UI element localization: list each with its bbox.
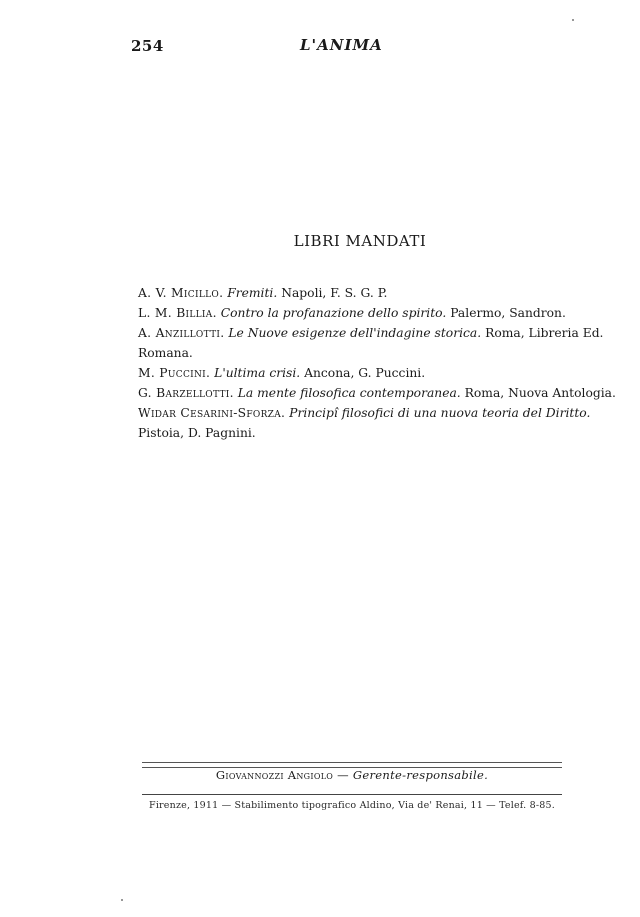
section-title: LIBRI MANDATI bbox=[293, 232, 427, 250]
book-publisher: Ancona, G. Puccini. bbox=[304, 366, 426, 380]
book-entry bbox=[138, 283, 558, 303]
responsible-dash: — bbox=[337, 768, 349, 782]
book-author: G. Barzellotti. bbox=[138, 386, 234, 400]
book-publisher: Roma, Libreria Ed. bbox=[485, 326, 604, 340]
book-entry bbox=[138, 323, 604, 363]
book-publisher-continued: Romana. bbox=[138, 346, 193, 360]
book-title: Contro la profanazione dello spirito. bbox=[220, 306, 447, 320]
book-publisher: Napoli, F. S. G. P. bbox=[281, 286, 388, 300]
book-publisher: Roma, Nuova Antologia. bbox=[464, 386, 616, 400]
book-publisher: Palermo, Sandron. bbox=[450, 306, 566, 320]
book-author: Widar Cesarini-Sforza. bbox=[138, 406, 286, 420]
book-publisher-continued: Pistoia, D. Pagnini. bbox=[138, 426, 256, 440]
book-title: Fremiti. bbox=[227, 286, 278, 300]
page-number: 254 bbox=[131, 37, 164, 55]
paper-speck bbox=[121, 899, 123, 901]
book-title: Le Nuove esigenze dell'indagine storica. bbox=[228, 326, 482, 340]
responsible-name: Giovannozzi Angiolo bbox=[215, 768, 334, 782]
book-entry bbox=[138, 363, 558, 383]
printer-imprint: Firenze, 1911 — Stabilimento tipografico Aldino, Via de' Renai, 11 — Telef. 8-85. bbox=[149, 800, 555, 811]
book-title: La mente filosofica contemporanea. bbox=[237, 386, 461, 400]
book-list bbox=[138, 283, 616, 443]
footer-rule bbox=[142, 794, 562, 795]
book-entry bbox=[138, 383, 616, 403]
book-author: A. Anzillotti. bbox=[138, 326, 225, 340]
book-title: L'ultima crisi. bbox=[214, 366, 301, 380]
book-title: Principî filosofici di una nuova teoria del Diritto. bbox=[289, 406, 591, 420]
book-author: L. M. Billia. bbox=[138, 306, 217, 320]
responsible-line bbox=[142, 768, 562, 782]
book-author: M. Puccini. bbox=[138, 366, 211, 380]
book-author: A. V. Micillo. bbox=[138, 286, 224, 300]
book-entry bbox=[138, 403, 591, 443]
paper-speck bbox=[572, 19, 574, 21]
book-entry bbox=[138, 303, 566, 323]
running-title: L'ANIMA bbox=[300, 36, 383, 54]
responsible-role: Gerente-responsabile. bbox=[352, 768, 489, 782]
